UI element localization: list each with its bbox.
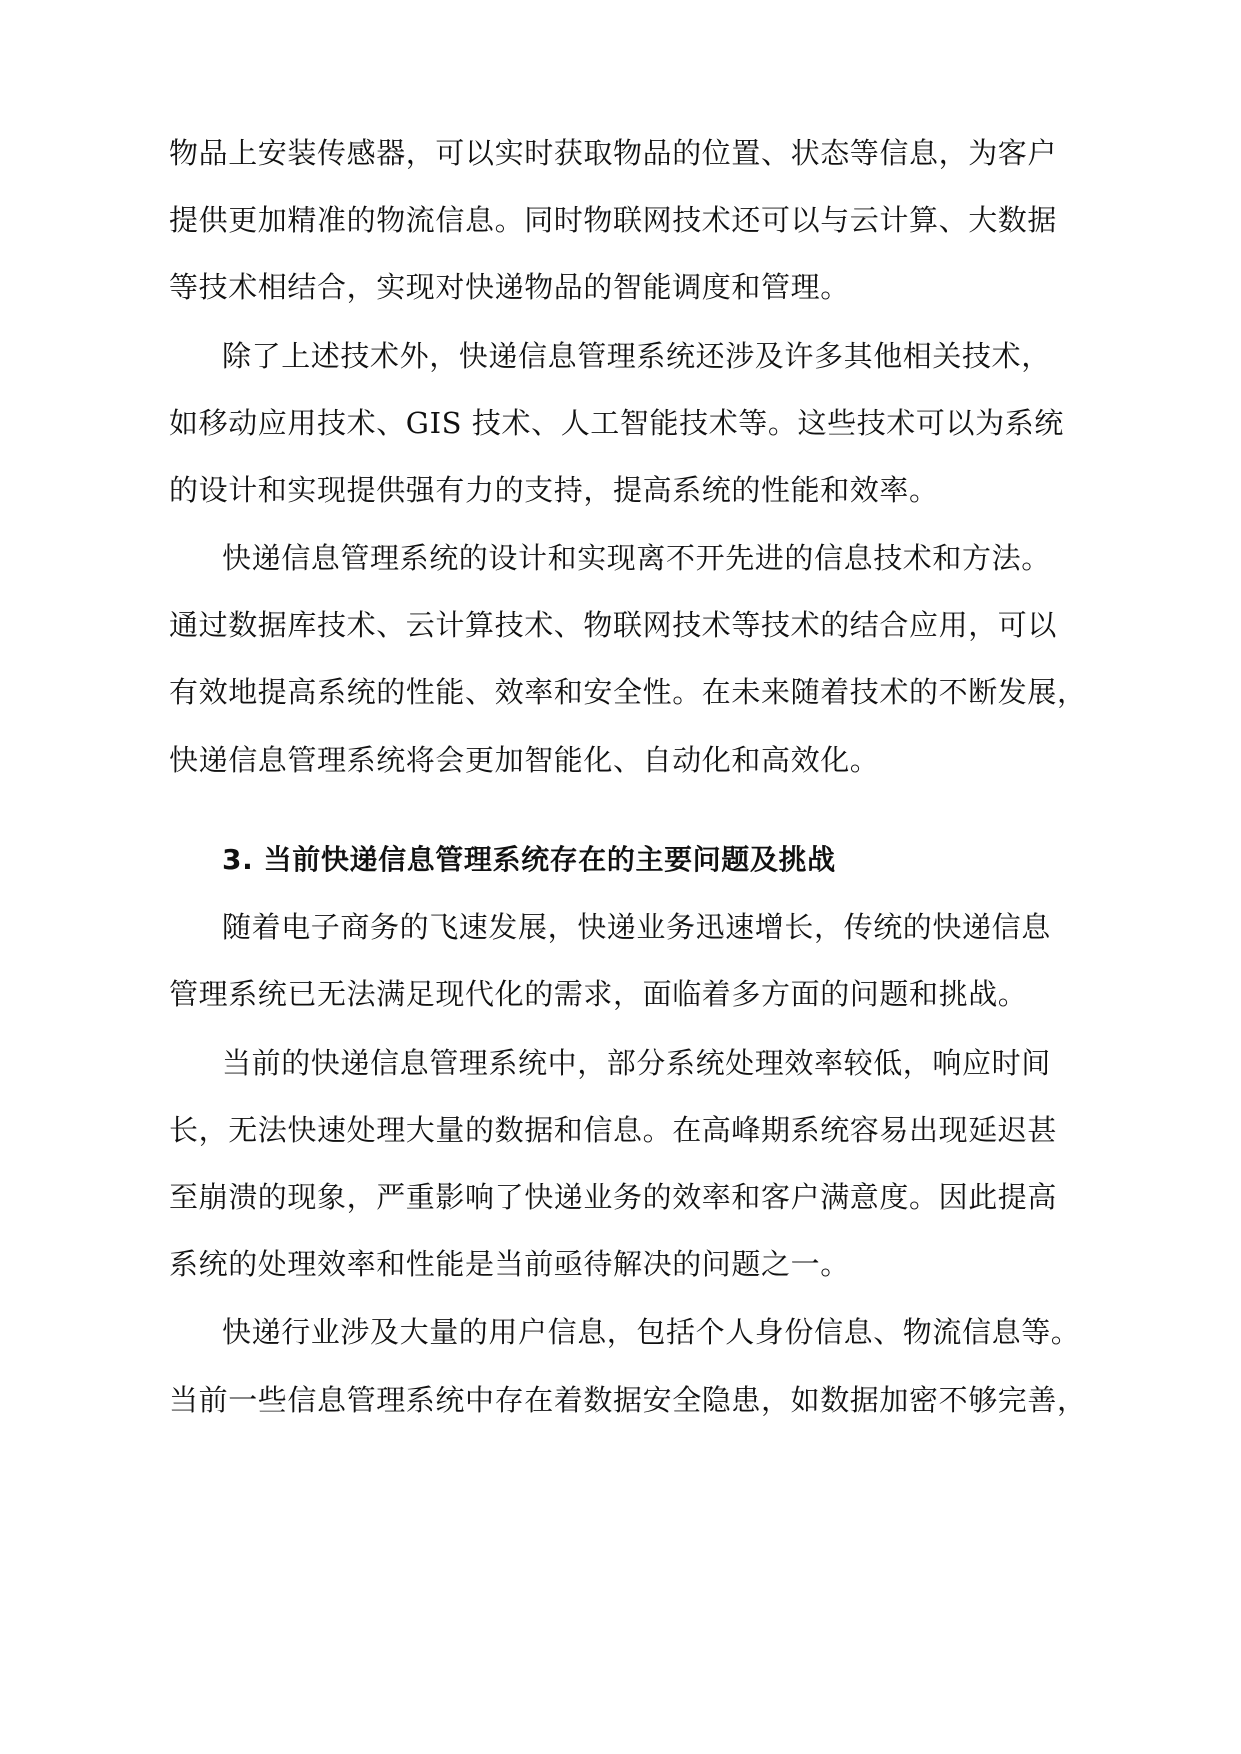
body-line: 等技术相结合，实现对快递物品的智能调度和管理。 (169, 270, 850, 304)
body-line: 长，无法快速处理大量的数据和信息。在高峰期系统容易出现延迟甚 (169, 1113, 1058, 1147)
section-heading: 3. 当前快递信息管理系统存在的主要问题及挑战 (222, 843, 836, 876)
body-line: 当前的快递信息管理系统中，部分系统处理效率较低，响应时间 (222, 1046, 1051, 1080)
body-line: 至崩溃的现象，严重影响了快递业务的效率和客户满意度。因此提高 (169, 1180, 1058, 1214)
body-line: 有效地提高系统的性能、效率和安全性。在未来随着技术的不断发展， (169, 675, 1087, 709)
body-line: 提供更加精准的物流信息。同时物联网技术还可以与云计算、大数据 (169, 203, 1058, 237)
body-line: 随着电子商务的飞速发展，快递业务迅速增长，传统的快递信息 (222, 910, 1051, 944)
body-line: 快递行业涉及大量的用户信息，包括个人身份信息、物流信息等。 (222, 1315, 1081, 1349)
body-line: 当前一些信息管理系统中存在着数据安全隐患，如数据加密不够完善， (169, 1383, 1087, 1417)
body-line: 通过数据库技术、云计算技术、物联网技术等技术的结合应用，可以 (169, 608, 1058, 642)
body-line: 管理系统已无法满足现代化的需求，面临着多方面的问题和挑战。 (169, 977, 1028, 1011)
body-line: 如移动应用技术、GIS 技术、人工智能技术等。这些技术可以为系统 (169, 406, 1064, 440)
body-line: 系统的处理效率和性能是当前亟待解决的问题之一。 (169, 1247, 850, 1281)
body-line: 物品上安装传感器，可以实时获取物品的位置、状态等信息，为客户 (169, 136, 1058, 170)
body-line: 除了上述技术外，快递信息管理系统还涉及许多其他相关技术， (222, 339, 1051, 373)
body-line: 快递信息管理系统将会更加智能化、自动化和高效化。 (169, 743, 880, 777)
body-line: 的设计和实现提供强有力的支持，提高系统的性能和效率。 (169, 473, 939, 507)
body-line: 快递信息管理系统的设计和实现离不开先进的信息技术和方法。 (222, 541, 1051, 575)
